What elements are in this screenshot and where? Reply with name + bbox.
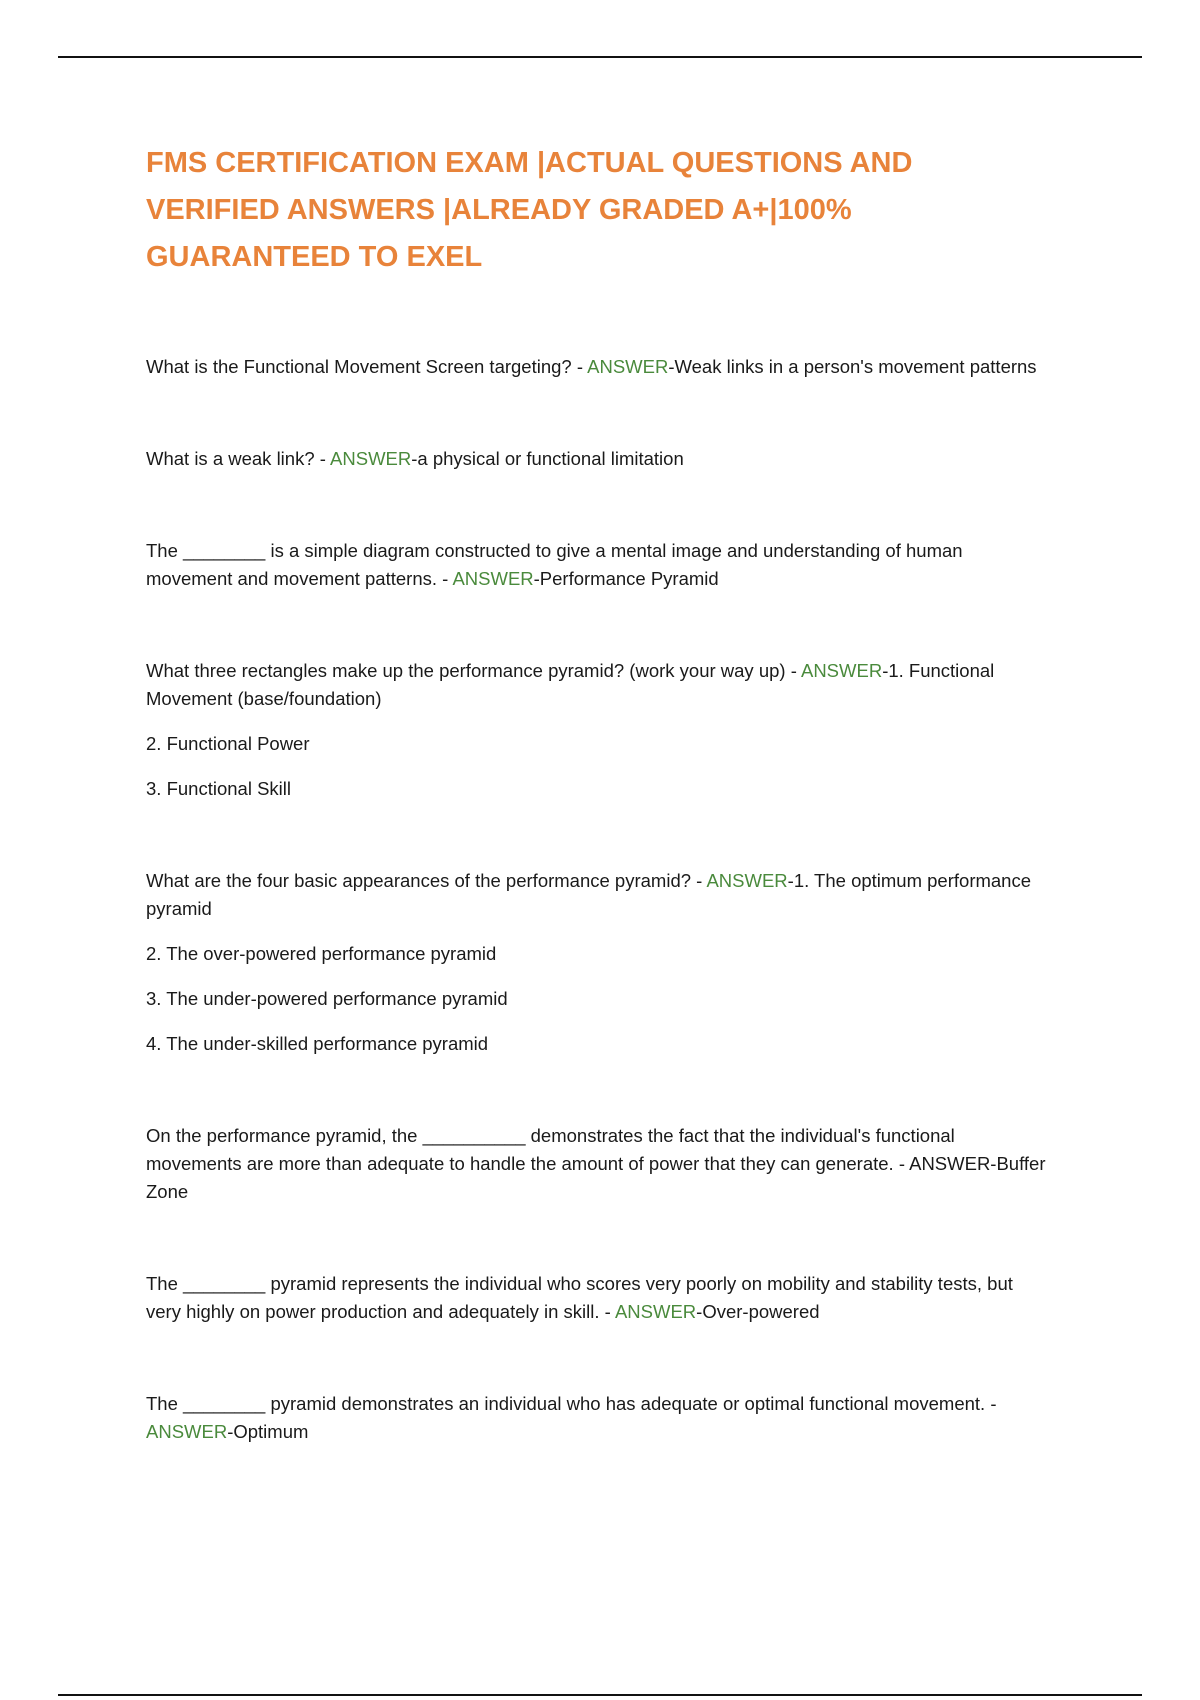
question-text: What is a weak link? - — [146, 448, 331, 469]
question-text: What are the four basic appearances of the performance pyramid? - — [146, 870, 707, 891]
answer-label: ANSWER — [146, 1421, 228, 1442]
answer-label: ANSWER — [800, 660, 883, 681]
question-text: What is the Functional Movement Screen targeting? - — [146, 356, 588, 377]
top-rule — [58, 56, 1142, 58]
document-body — [146, 140, 1046, 1446]
question-text: What three rectangles make up the performance pyramid? (work your way up) - — [146, 660, 801, 681]
question-text: The ________ pyramid represents the individual who scores very poorly on mobility and stability tests, but very highly on power production and adequately in skill. - — [146, 1273, 1013, 1322]
document-title: FMS CERTIFICATION EXAM |ACTUAL QUESTIONS AND VERIFIED ANSWERS |ALREADY GRADED A+|100% GUARANTEED TO EXEL — [146, 147, 913, 273]
answer-text: -a physical or functional limitation — [411, 448, 684, 469]
qa-item — [146, 1122, 1046, 1206]
answer-text: -Performance Pyramid — [533, 568, 719, 589]
qa-item — [146, 1390, 1046, 1446]
answer-label: ANSWER — [330, 448, 412, 469]
answer-text: -Weak links in a person's movement patterns — [668, 356, 1037, 377]
qa-item — [146, 537, 1046, 593]
qa-item — [146, 1270, 1046, 1326]
list-item: 3. The under-powered performance pyramid — [146, 988, 508, 1009]
answer-label: ANSWER — [587, 356, 669, 377]
list-item: 4. The under-skilled performance pyramid — [146, 1033, 489, 1054]
question-text: On the performance pyramid, the __________ demonstrates the fact that the individual's functional movements are more than adequate to handle the amount of power that they can generate. - — [146, 1125, 955, 1174]
qa-item — [146, 353, 1046, 381]
qa-item — [146, 445, 1046, 473]
bottom-rule — [58, 1694, 1142, 1696]
list-item: 3. Functional Skill — [146, 778, 291, 799]
answer-label: ANSWER — [614, 1301, 697, 1322]
qa-item — [146, 867, 1046, 1058]
answer-text: ANSWER-Buffer Zone — [146, 1153, 1046, 1202]
answer-label: ANSWER — [706, 870, 788, 891]
list-item: 2. The over-powered performance pyramid — [146, 943, 497, 964]
list-item: 2. Functional Power — [146, 733, 310, 754]
answer-label: ANSWER — [452, 568, 534, 589]
question-text: The ________ is a simple diagram constructed to give a mental image and understanding of human movement and movement patterns. - — [146, 540, 963, 589]
question-text: The ________ pyramid demonstrates an individual who has adequate or optimal functional movement. - — [146, 1393, 997, 1414]
answer-text: -Optimum — [227, 1421, 309, 1442]
answer-text: -1. The optimum performance pyramid — [146, 870, 1032, 919]
answer-text: -Over-powered — [696, 1301, 820, 1322]
qa-item — [146, 657, 1046, 803]
answer-text: -1. Functional Movement (base/foundation) — [146, 660, 995, 709]
